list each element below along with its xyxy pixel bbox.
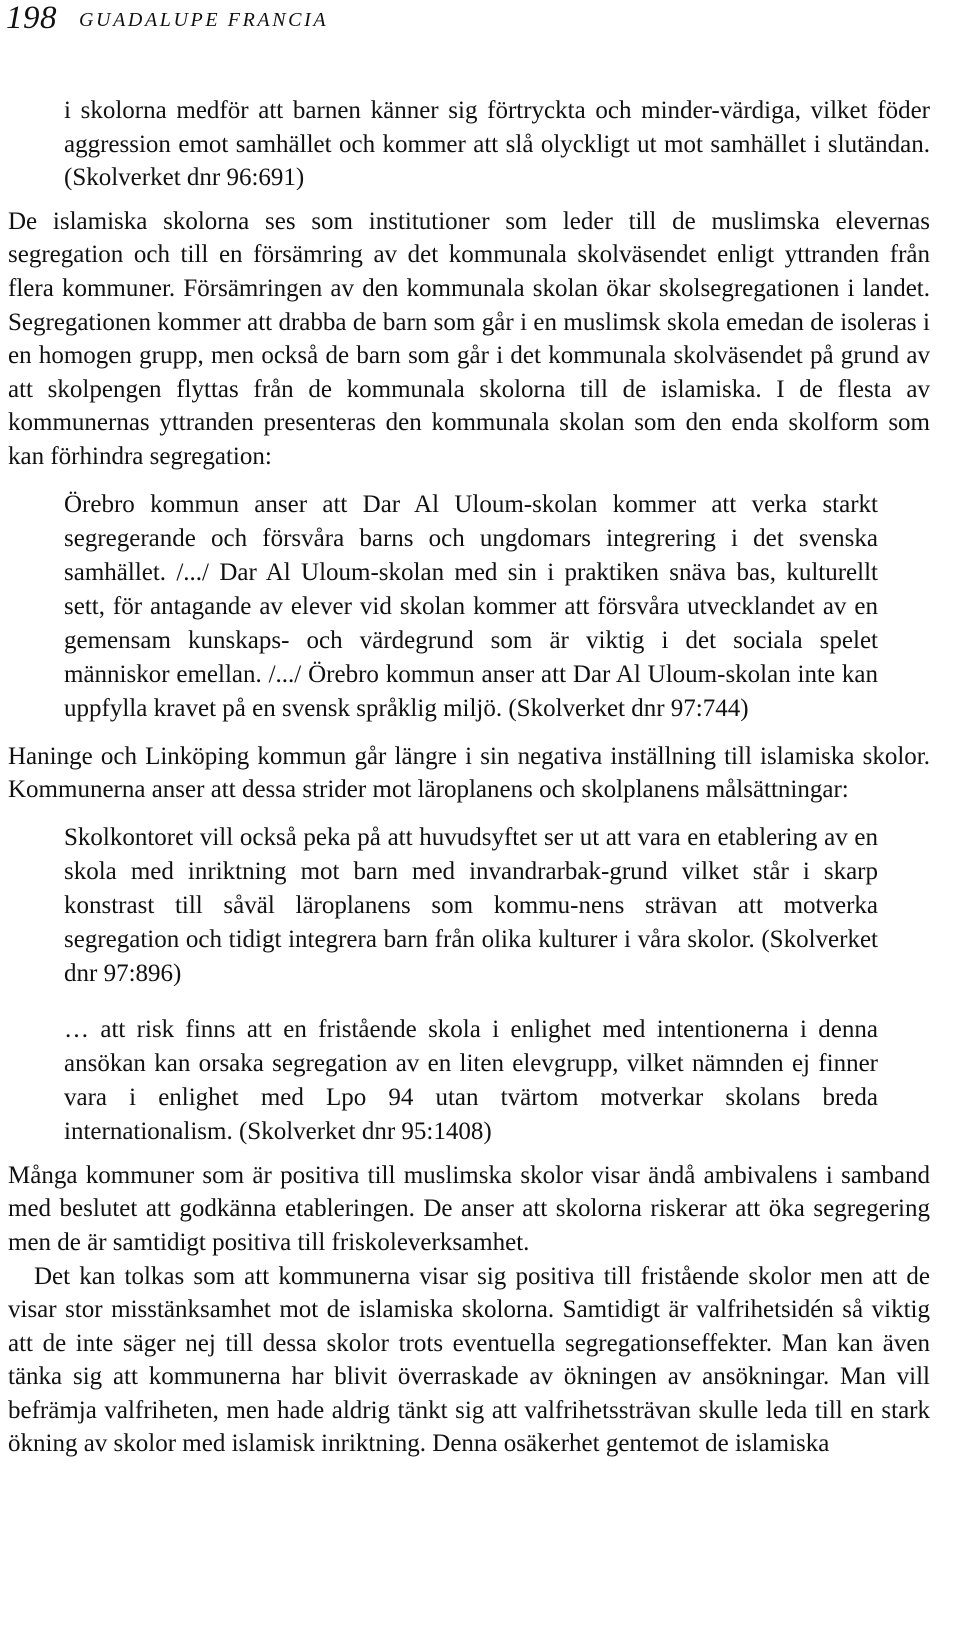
quote-risk-text: … att risk finns att en fristående skola i enlighet med intentionerna i denna ansökan kan orsaka segregation av en liten elevgrupp, vilket nämnden ej finner vara i enlighet med Lpo 94 utan tvärtom motverkar skolans breda internationalism. (Skolverket dnr 95:1408): [64, 1015, 878, 1145]
paragraph-haninge-linkoping: Haninge och Linköping kommun går längre i sin negativa inställning till islamiska skolor. Kommunerna anser att dessa strider mot läroplanens och skolplanens målsättningar:: [8, 742, 930, 804]
block-quote-skolkontoret: [64, 821, 878, 991]
block-quote-risk: [64, 1013, 878, 1149]
block-quote-orebro: [64, 488, 878, 726]
paragraph-segregation: De islamiska skolorna ses som institutioner som leder till de muslimska elevernas segregation och till en försämring av det kommunala skolväsendet enligt yttranden från flera kommuner. Försämringen av den kommunala skolan ökar skolsegregationen i landet. Segregationen kommer att drabba de barn som går i en muslimsk skola emedan de isoleras i en homogen grupp, men också de barn som går i det kommunala skolväsendet på grund av att skolpengen flyttas från de kommunala skolorna till de islamiska. I de flesta av kommunernas yttranden presenteras den kommunala skolan som den enda skolform som kan förhindra segregation:: [8, 207, 930, 470]
running-title: GUADALUPE FRANCIA: [79, 9, 329, 31]
paragraph-continued: i skolorna medför att barnen känner sig förtryckta och minder-värdiga, vilket föder aggression emot samhället och kommer att slå olyckligt ut mot samhället i slutändan. (Skolverket dnr 96:691): [64, 97, 930, 192]
paragraph-tolkning: Det kan tolkas som att kommunerna visar sig positiva till fristående skolor men att de visar stor misstänksamhet mot de islamiska skolorna. Samtidigt är valfrihetsidén så viktig att de inte säger nej till dessa skolor trots eventuella segregationseffekter. Man kan även tänka sig att kommunerna har blivit överraskade av ökningen av ansökningar. Man vill befrämja valfriheten, men hade aldrig tänkt sig att valfrihetssträvan skulle leda till en stark ökning av skolor med islamisk inriktning. Denna osäkerhet gentemot de islamiska: [8, 1262, 930, 1458]
paragraph-ambivalens: Många kommuner som är positiva till muslimska skolor visar ändå ambivalens i samband med beslutet att godkänna etableringen. De anser att skolorna riskerar att öka segregering men de är samtidigt positiva till friskoleverksamhet.: [8, 1161, 930, 1256]
running-header: [6, 0, 328, 38]
page-number: 198: [6, 0, 57, 36]
body-text: [8, 94, 930, 1461]
quote-orebro-text: Örebro kommun anser att Dar Al Uloum-skolan kommer att verka starkt segregerande och försvåra barns och ungdomars integrering i det svenska samhället. /.../ Dar Al Uloum-skolan med sin i praktiken snäva bas, kulturellt sett, för antagande av elever vid skolan kommer att försvåra utvecklandet av en gemensam kunskaps- och värdegrund som är viktig i det sociala spelet människor emellan. /.../ Örebro kommun anser att Dar Al Uloum-skolan inte kan uppfylla kravet på en svensk språklig miljö. (Skolverket dnr 97:744): [64, 490, 878, 722]
quote-skolkontoret-text: Skolkontoret vill också peka på att huvudsyftet ser ut att vara en etablering av en skola med inriktning mot barn med invandrarbak-grund vilket står i skarp konstrast till såväl läroplanens som kommu-nens strävan att motverka segregation och tidigt integrera barn från olika kulturer i våra skolor. (Skolverket dnr 97:896): [64, 823, 878, 987]
